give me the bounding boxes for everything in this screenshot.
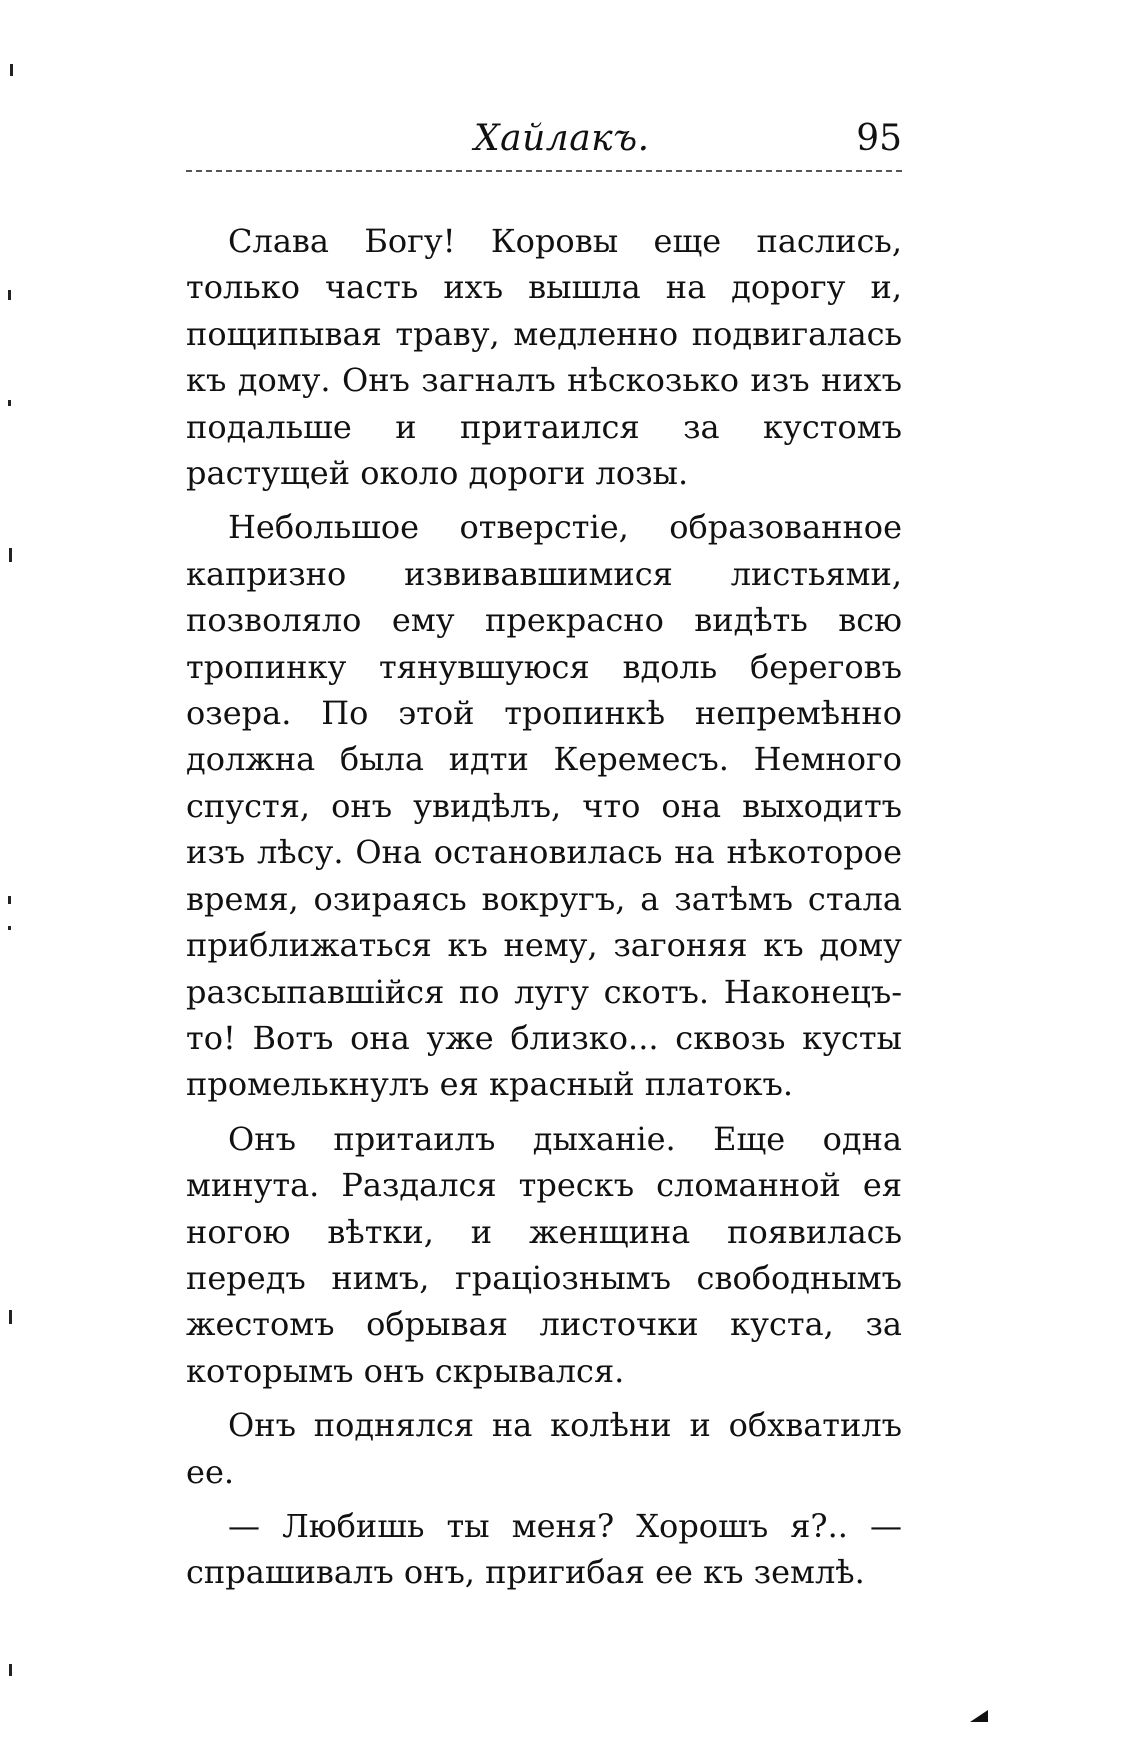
body-text <box>186 218 902 1604</box>
paragraph: Онъ притаилъ дыханіе. Еще одна минута. Раздался трескъ сломанной ея ногою вѣтки, и женщина появилась передъ нимъ, граціознымъ свободнымъ жестомъ обрывая листочки куста, за которымъ онъ скрывался. <box>186 1119 902 1390</box>
scan-margin-mark <box>8 926 11 930</box>
paragraph: Небольшое отверстіе, образованное капризно извивавшимися листьями, позволяло ему прекрасно видѣть всю тропинку тянувшуюся вдоль береговъ озера. По этой тропинкѣ непремѣнно должна была идти Керемесъ. Немного спустя, онъ увидѣлъ, что она выходитъ изъ лѣсу. Она остановилась на нѣкоторое время, озираясь вокругъ, а затѣмъ стала приближаться къ нему, загоняя къ дому разсыпавшійся по лугу скотъ. Наконецъ-то! Вотъ она уже близко... сквозь кусты промелькнулъ ея красный платокъ. <box>186 508 902 1104</box>
scan-margin-mark <box>8 400 11 406</box>
scan-margin-mark <box>10 64 13 76</box>
scan-margin-mark <box>9 1664 12 1676</box>
paragraph-dialog: — Любишь ты меня? Хорошъ я?.. — спрашивалъ онъ, пригибая ее къ землѣ. <box>186 1506 902 1592</box>
scan-margin-mark <box>9 1310 12 1324</box>
running-title: Хайлакъ. <box>474 118 650 159</box>
page-number: 95 <box>856 118 902 159</box>
scan-margin-mark <box>9 548 12 562</box>
scan-margin-mark <box>8 290 11 300</box>
paragraph: Слава Богу! Коровы еще паслись, только часть ихъ вышла на дорогу и, пощипывая траву, медленно подвигалась къ дому. Онъ загналъ нѣскозько изъ нихъ подальше и притаился за кустомъ растущей около дороги лозы. <box>186 222 902 493</box>
running-head <box>186 118 902 170</box>
scan-margin-mark <box>8 896 11 904</box>
header-rule <box>186 170 902 172</box>
scan-corner-mark <box>970 1710 988 1722</box>
paragraph: Онъ поднялся на колѣни и обхватилъ ее. <box>186 1406 902 1491</box>
